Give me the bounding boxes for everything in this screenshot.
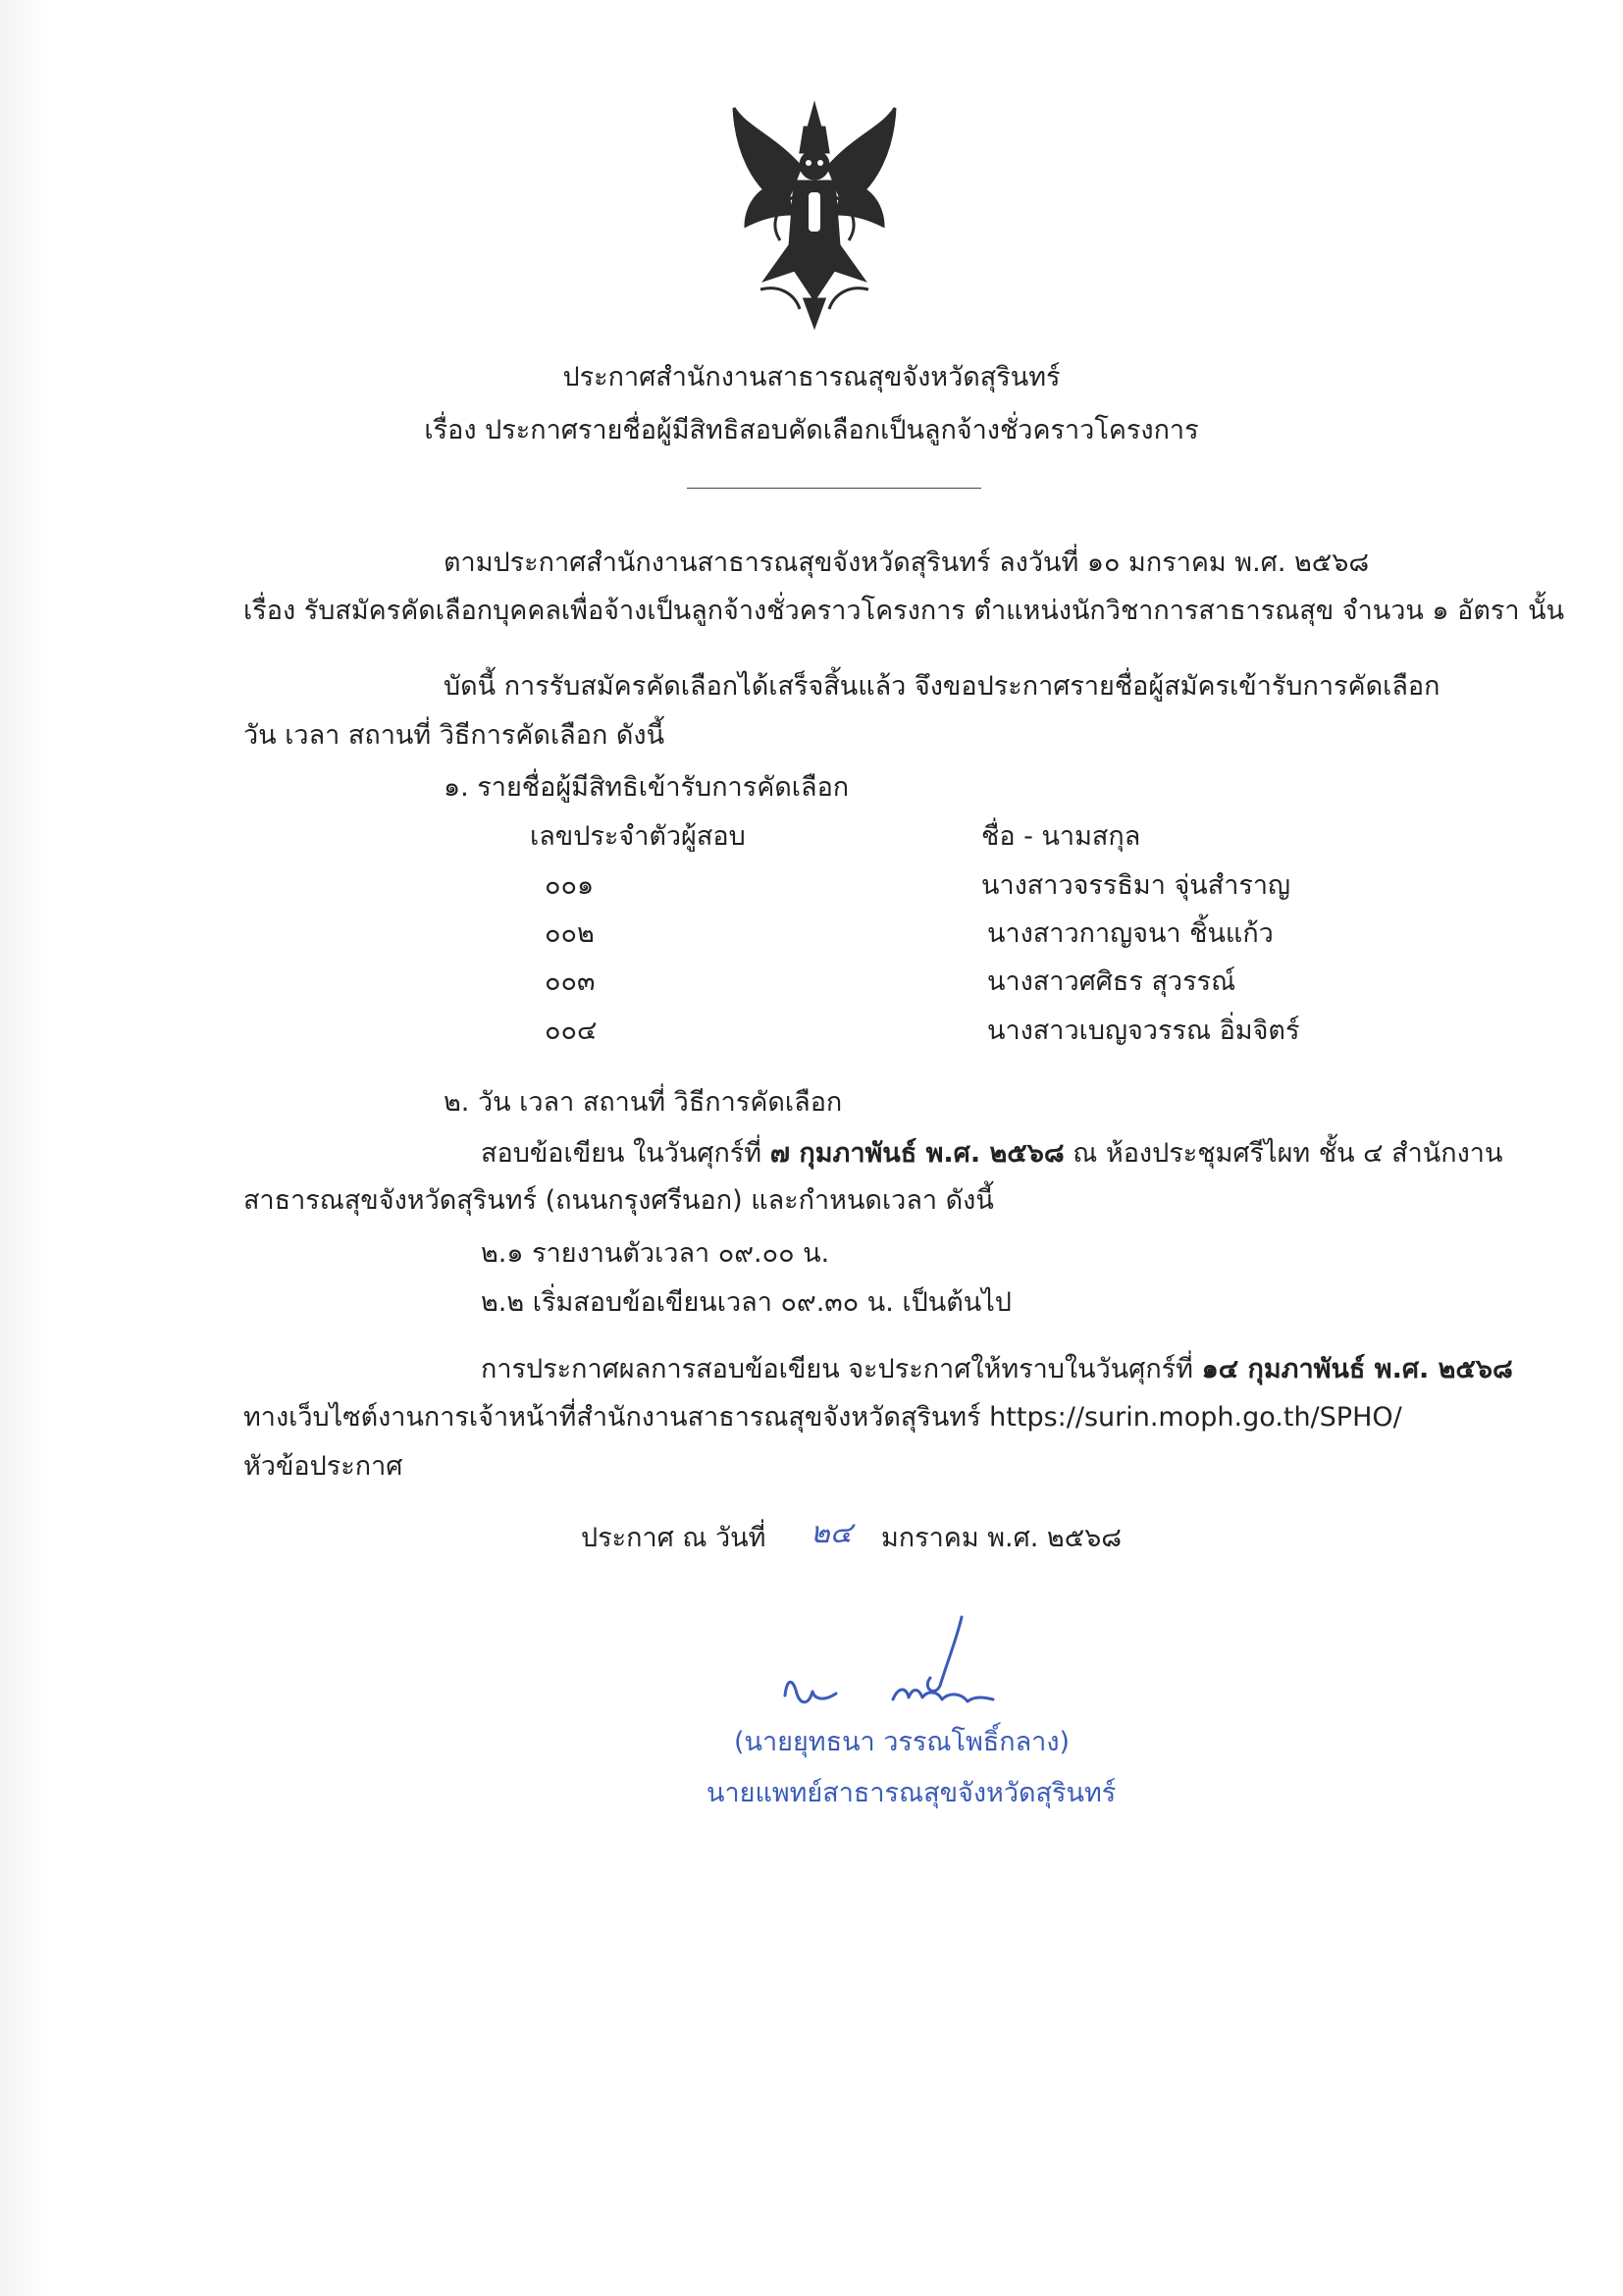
candidate-id: ๐๐๒	[545, 918, 595, 949]
announce-date-suffix: มกราคม พ.ศ. ๒๕๖๘	[881, 1523, 1123, 1553]
result-intro-text: การประกาศผลการสอบข้อเขียน จะประกาศให้ทราบในวันศุกร์ที่	[481, 1354, 1202, 1384]
candidate-name: นางสาวกาญจนา ชิ้นแก้ว	[987, 918, 1274, 949]
announcement-title: ประกาศสำนักงานสาธารณสุขจังหวัดสุรินทร์	[562, 362, 1061, 392]
column-header-name: ชื่อ - นามสกุล	[981, 821, 1141, 852]
signatory-position: นายแพทย์สาธารณสุขจังหวัดสุรินทร์	[707, 1778, 1117, 1808]
announce-date-prefix: ประกาศ ณ วันที่	[581, 1523, 766, 1553]
notice-line-1: บัดนี้ การรับสมัครคัดเลือกได้เสร็จสิ้นแล้ว จึงขอประกาศรายชื่อผู้สมัครเข้ารับการคัดเลือก	[444, 671, 1440, 702]
scan-shadow	[0, 0, 47, 2296]
result-line-3: หัวข้อประกาศ	[243, 1451, 403, 1482]
exam-line-2: สาธารณสุขจังหวัดสุรินทร์ (ถนนกรุงศรีนอก) และกำหนดเวลา ดังนี้	[243, 1185, 994, 1216]
header-divider	[687, 488, 981, 489]
candidate-name: นางสาวศศิธร สุวรรณ์	[987, 966, 1236, 997]
intro-line-1: ตามประกาศสำนักงานสาธารณสุขจังหวัดสุรินทร์ ลงวันที่ ๑๐ มกราคม พ.ศ. ๒๕๖๘	[444, 548, 1370, 578]
candidate-id: ๐๐๔	[545, 1016, 598, 1046]
result-line-1	[481, 1352, 1513, 1387]
schedule-item-1: ๒.๑ รายงานตัวเวลา ๐๙.๐๐ น.	[481, 1238, 830, 1269]
candidate-id: ๐๐๓	[545, 966, 596, 997]
exam-location-text: ณ ห้องประชุมศรีไผท ชั้น ๔ สำนักงาน	[1064, 1138, 1503, 1169]
handwritten-signature-icon	[775, 1609, 1070, 1717]
result-date: ๑๔ กุมภาพันธ์ พ.ศ. ๒๕๖๘	[1201, 1354, 1513, 1384]
schedule-item-2: ๒.๒ เริ่มสอบข้อเขียนเวลา ๐๙.๓๐ น. เป็นต้นไป	[481, 1287, 1012, 1318]
announcement-subject: เรื่อง ประกาศรายชื่อผู้มีสิทธิสอบคัดเลือกเป็นลูกจ้างชั่วคราวโครงการ	[424, 415, 1199, 445]
exam-intro-text: สอบข้อเขียน ในวันศุกร์ที่	[481, 1138, 770, 1169]
section1-heading: ๑. รายชื่อผู้มีสิทธิเข้ารับการคัดเลือก	[444, 772, 850, 803]
notice-line-2: วัน เวลา สถานที่ วิธีการคัดเลือก ดังนี้	[243, 720, 665, 751]
section2-heading: ๒. วัน เวลา สถานที่ วิธีการคัดเลือก	[444, 1087, 843, 1118]
exam-date: ๗ กุมภาพันธ์ พ.ศ. ๒๕๖๘	[769, 1138, 1065, 1169]
column-header-id: เลขประจำตัวผู้สอบ	[530, 821, 746, 852]
result-line-2: ทางเว็บไซต์งานการเจ้าหน้าที่สำนักงานสาธารณสุขจังหวัดสุรินทร์ https://surin.moph.go.th/SPHO/	[243, 1402, 1402, 1433]
candidate-name: นางสาวเบญจวรรณ อิ่มจิตร์	[987, 1016, 1300, 1046]
announce-date-day: ๒๔	[811, 1516, 853, 1550]
signatory-name: (นายยุทธนา วรรณโพธิ์กลาง)	[734, 1727, 1071, 1757]
garuda-emblem-icon	[726, 98, 903, 334]
exam-line-1	[481, 1136, 1502, 1172]
intro-line-2: เรื่อง รับสมัครคัดเลือกบุคคลเพื่อจ้างเป็นลูกจ้างชั่วคราวโครงการ ตำแหน่งนักวิชาการสาธารณสุข จำนวน ๑ อัตรา นั้น	[243, 596, 1565, 626]
candidate-id: ๐๐๑	[545, 870, 595, 901]
candidate-name: นางสาวจรรธิมา จุ่นสำราญ	[981, 870, 1291, 901]
